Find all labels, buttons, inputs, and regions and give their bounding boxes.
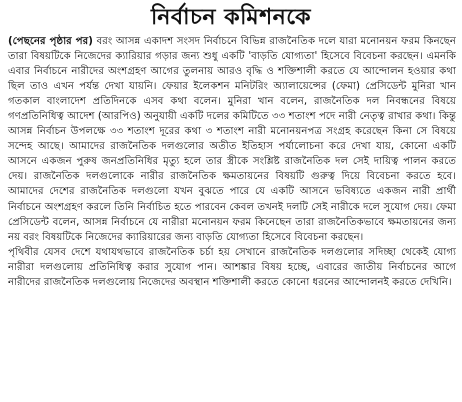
headline: নির্বাচন কমিশনকে (151, 5, 311, 30)
continued-from-label: (পেছনের পৃষ্ঠার পর) (8, 36, 93, 47)
article-paragraph-2: পৃথিবীর যেসব দেশে যথাযথভাবে রাজনৈতিক চর্চা হয় সেখানে রাজনৈতিক দলগুলোর সদিচ্ছা থেকেই যোগ্য নারীরা দলগুলোয় প্রতিনিধিত্ব করার সুযোগ পান। আশঙ্কার বিষয় হচ্ছে, এবারের জাতীয় নির্বাচনের আগে নারীদের রাজনৈতিক দলগুলোয় নিজেদের অবস্থান শক্তিশালী করতে কোনো ধরনের আন্দোলনই করতে দেখিনি। (8, 246, 456, 288)
article-paragraph-1 (8, 34, 456, 245)
paragraph-1-text: বরং আসন্ন একাদশ সংসদ নির্বাচনে বিভিন্ন রাজনৈতিক দলে যারা মনোনয়ন ফরম কিনছেন তারা বিষয়টিকে নিজেদের ক্যারিয়ার গড়ার জন্য শুধু একটি 'বাড়তি যোগ্যতা' হিসেবে বিবেচনা করছেন। এমনকি এবার নির্বাচনে নারীদের অংশগ্রহণ আগের তুলনায় আরও বৃদ্ধি ও শক্তিশালী করতে যে আন্দোলন হওয়ার কথা ছিল তাও এখন পর্যন্ত দেখা যায়নি। ফেয়ার ইলেকশন মনিটরিং অ্যালায়েন্সের (ফেমা) প্রেসিডেন্ট মুনিরা খান গতকাল বাংলাদেশ প্রতিদিনকে এসব কথা বলেন। মুনিরা খান বলেন, রাজনৈতিক দল নিবন্ধনের বিষয়ে গণপ্রতিনিধিত্ব আদেশ (আরপিও) অনুযায়ী একটি দলের কমিটিতে ৩৩ শতাংশ পদে নারী নেতৃত্ব রাখার কথা। কিন্তু আসন্ন নির্বাচন উপলক্ষে ৩৩ শতাংশ দূরের কথা ৩ শতাংশ নারী মনোনয়নপত্র সংগ্রহ করেছেন কিনা সে বিষয়ে সন্দেহ আছে। আমাদের রাজনৈতিক দলগুলোর অতীত ইতিহাস পর্যালোচনা করে দেখা যায়, কোনো একটি আসনে একজন পুরুষ জনপ্রতিনিধির মৃত্যু হলে তার স্ত্রীকে সংশ্লিষ্ট রাজনৈতিক দল সেই দায়িত্ব পালন করতে দেয়। রাজনৈতিক দলগুলোকে নারীর রাজনৈতিক ক্ষমতায়নের বিষয়টি গুরুত্ব দিয়ে বিবেচনা করতে হবে। আমাদের দেশের রাজনৈতিক দলগুলো যখন বুঝতে পারে যে একটি আসনে ভবিষ্যতে একজন নারী প্রার্থী নির্বাচনে অংশগ্রহণ করলে তিনি নির্বাচিত হতে পারবেন কেবল তখনই দলটি সেই নারীকে দলে সুযোগ দেয়। ফেমা প্রেসিডেন্ট বলেন, আসন্ন নির্বাচনে যে নারীরা মনোনয়ন ফরম কিনেছেন তারা রাজনৈতিকভাবে ক্ষমতায়নের জন্য নয় বরং বিষয়টিকে নিজেদের ক্যারিয়ারের জন্য বাড়তি যোগ্যতা হিসেবে বিবেচনা করছেন। (8, 36, 456, 243)
article-body (4, 34, 458, 290)
